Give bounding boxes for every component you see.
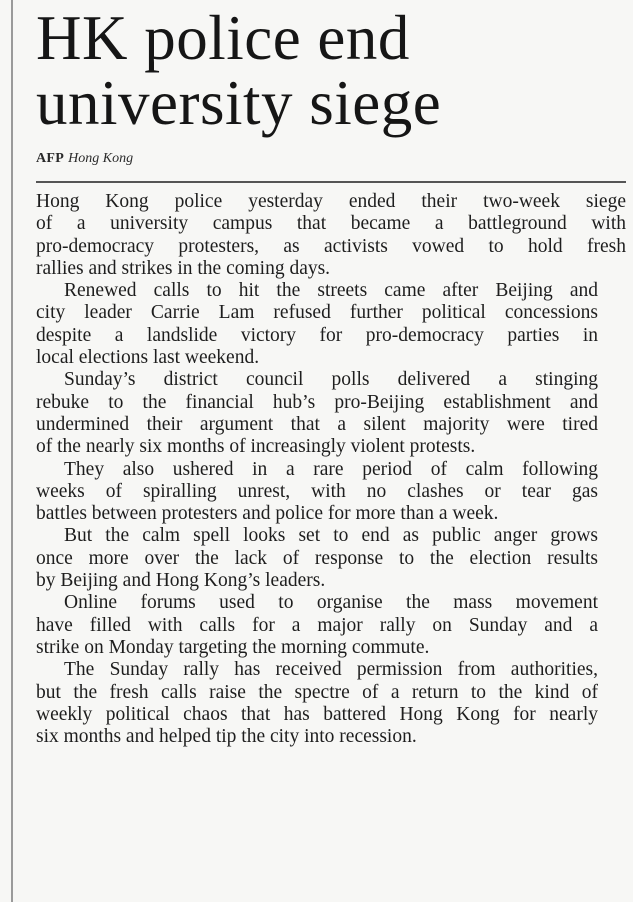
paragraph-line: have filled with calls for a major rally on Sunday and a [36, 614, 598, 636]
paragraph-line: despite a landslide victory for pro-democracy parties in [36, 324, 598, 346]
article-paragraph [36, 592, 626, 659]
article-paragraph [36, 659, 626, 748]
paragraph-line: pro-democracy protesters, as activists vowed to hold fresh [36, 235, 626, 257]
paragraph-line: battles between protesters and police for more than a week. [36, 503, 499, 525]
paragraph-line: Hong Kong police yesterday ended their two-week siege [36, 191, 626, 212]
column-rule [11, 0, 13, 902]
article-paragraph [36, 280, 626, 369]
paragraph-line: rebuke to the financial hub’s pro-Beijing establishment and [36, 391, 598, 413]
paragraph-line: six months and helped tip the city into recession. [36, 726, 417, 748]
paragraph-line: by Beijing and Hong Kong’s leaders. [36, 570, 326, 592]
paragraph-line: Renewed calls to hit the streets came after Beijing and [64, 280, 598, 302]
paragraph-line: strike on Monday targeting the morning commute. [36, 636, 430, 658]
paragraph-line: once more over the lack of response to the election results [36, 547, 598, 569]
paragraph-line: The Sunday rally has received permission from authorities, [64, 659, 598, 681]
article-paragraph [36, 525, 626, 592]
byline-agency: AFP [36, 151, 65, 166]
headline-line: university siege [36, 68, 442, 138]
paragraph-line: Online forums used to organise the mass movement [64, 592, 598, 614]
headline-line: HK police end [36, 3, 410, 73]
article-paragraph [36, 459, 626, 526]
paragraph-line: local elections last weekend. [36, 347, 260, 369]
paragraph-line: weeks of spiralling unrest, with no clashes or tear gas [36, 480, 598, 502]
paragraph-line: They also ushered in a rare period of calm following [64, 458, 598, 480]
paragraph-line: undermined their argument that a silent majority were tired [36, 413, 598, 435]
headline [36, 0, 626, 136]
paragraph-line: of the nearly six months of increasingly violent protests. [36, 436, 476, 458]
news-clipping [36, 0, 626, 748]
article-paragraph [36, 369, 626, 458]
paragraph-line: of a university campus that became a battleground with [36, 213, 626, 235]
byline [36, 150, 626, 168]
article-body [36, 191, 626, 748]
byline-divider [36, 181, 626, 183]
paragraph-line: Sunday’s district council polls delivered a stinging [64, 369, 598, 391]
byline-location: Hong Kong [68, 151, 134, 166]
paragraph-line: rallies and strikes in the coming days. [36, 257, 331, 279]
paragraph-line: weekly political chaos that has battered Hong Kong for nearly [36, 703, 598, 725]
article-paragraph [36, 191, 626, 280]
paragraph-line: city leader Carrie Lam refused further political concessions [36, 302, 598, 324]
paragraph-line: But the calm spell looks set to end as public anger grows [64, 525, 598, 547]
paragraph-line: but the fresh calls raise the spectre of a return to the kind of [36, 681, 598, 703]
